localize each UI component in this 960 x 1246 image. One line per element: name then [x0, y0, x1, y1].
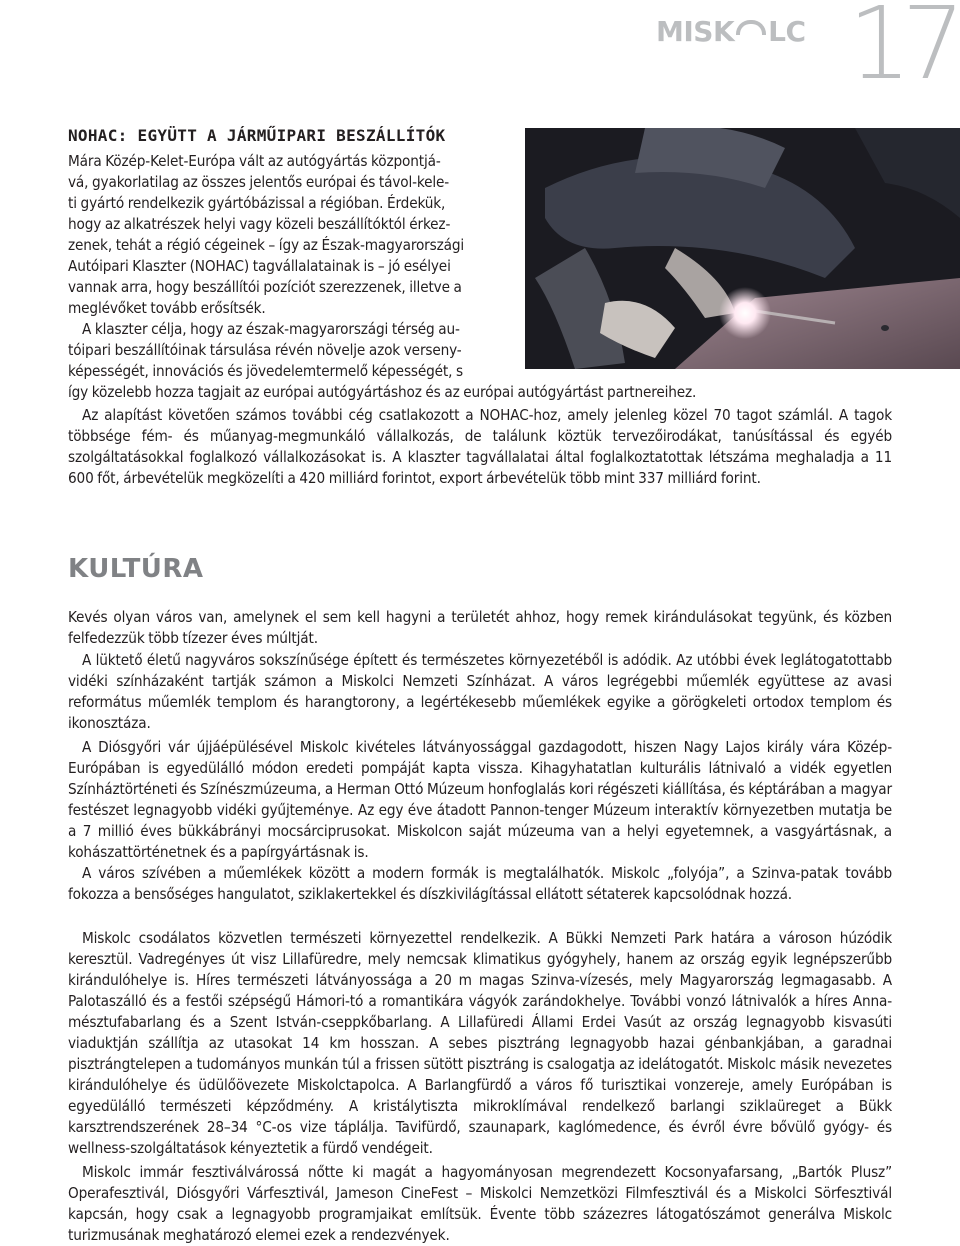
kultura-paragraph-6: Miskolc immár fesztiválvárossá nőtte ki magát a hagyományosan megrendezett Kocsonyafarsang, „Bartók Plusz” Operafesztivál, Diósgyőri Várfesztivál, Jameson CineFest – Miskolci Nemzetközi Filmfesztivál és a Miskolci Sörfesztivál kapcsán, hogy csak a legnagyobb programjaikat említsük. Évente több százezres látogatószámot generálva Miskolc turizmusának meghatározó elemei ezek a rendezvények. [68, 1163, 892, 1244]
kultura-paragraph-3: A Diósgyőri vár újjáépülésével Miskolc kivételes látványossággal gazdagodott, hiszen Nagy Lajos király vára Közép-Európában is egyedülálló módon eredeti pompáját kapta vissza. Kihagyhatatlan kulturális látnivaló a vidék egyetlen Színháztörténeti és Színészmúzeuma, a Herman Ottó Múzeum honfoglalás kori régészeti kiállítása, és képtárában a magyar festészet legnagyobb vidéki gyűjteménye. Az egy éve átadott Pannon-tenger Múzeum interaktív környezetben mutatja be a 7 millió éves bükkábrányi mocsárciprusokat. Miskolcon saját múzeuma van a helyi egyetemnek, a vasgyártásnak, a kohászattörténetnek és a papírgyártásnak is. [68, 738, 892, 861]
nohac-line-11: képességét, innovációs és jövedelemtermelő képességét, s [68, 362, 463, 380]
welder-illustration [525, 128, 960, 369]
nohac-line-2: vá, gyakorlatilag az összes jelentős európai és távol-kele- [68, 173, 450, 191]
logo-text-right: LC [768, 14, 806, 48]
nohac-line-8: meglévőket tovább erősítsék. [68, 299, 266, 317]
welder-photo [525, 128, 960, 369]
kultura-paragraph-1: Kevés olyan város van, amelynek el sem kell hagyni a területét ahhoz, hogy remek kirándulásokat tegyünk, és közben felfedezzük több tízezer éves múltját. [68, 608, 892, 647]
nohac-line-1: Mára Közép-Kelet-Európa vált az autógyártás központjá- [68, 152, 441, 170]
logo-arc-icon [736, 20, 766, 35]
nohac-column-text [68, 151, 520, 382]
kultura-paragraph-2: A lüktető életű nagyváros sokszínűsége épített és természetes környezetéből is adódik. Az utóbbi évek leglátogatottabb vidéki színházaként tartják számon a Miskolci Nemzeti Színházat. A város legrégebbi műemlék együttese az avasi református műemlék templom és harangtorony, a legértékesebb műemlékek egyike a görögkeleti ortodox templom és ikonosztáza. [68, 651, 892, 732]
nohac-line-4: hogy az alkatrészek helyi vagy közeli beszállítóktól érkez- [68, 215, 451, 233]
nohac-line-3: ti gyártó rendelkezik gyártóbázissal a régióban. Érdekük, [68, 194, 446, 212]
kultura-heading: KULTÚRA [68, 554, 204, 584]
kultura-paragraph-4: A város szívében a műemlékek között a modern formák is megtalálhatók. Miskolc „folyója”, a Szinva-patak tovább fokozza a bensőséges hangulatot, sziklakertekkel és díszkivilágítással ellátott sétaterek kapcsolódnak hozzá. [68, 864, 892, 903]
nohac-line-6: Autóipari Klaszter (NOHAC) tagvállalatainak is – jó esélyei [68, 257, 451, 275]
miskolc-logo [656, 16, 806, 46]
nohac-line-full-1: így közelebb hozza tagjait az európai autógyártáshoz és az európai autógyártást partnereihez. [68, 383, 697, 401]
kultura-paragraph-5: Miskolc csodálatos közvetlen természeti környezettel rendelkezik. A Bükki Nemzeti Park határa a városon húzódik keresztül. Vadregényes út visz Lillafüredre, mely nemcsak klimatikus gyógyhely, hanem az ország egyik legnépszerűbb kirándulóhelye is. Híres természeti látványossága a 20 m magas Szinva-vízesés, mely Magyarország legmagasabb. A Palotaszálló és a festői szépségű Hámori-tó a romantikára vágyók zarándokhelye. További vonzó látnivalók a híres Anna-mésztufabarlang és a Szent István-cseppkőbarlang. A Lillafüredi Állami Erdei Vasút az ország legnagyobb kisvasúti viaduktján szállítja az utasokat 14 km hosszan. A sebes pisztráng legnagyobb hazai génbankjában, a garadnai pisztrángtelepen a tudományos munkán túl a frissen sütött pisztráng is csalogatja az idelátogatót. Miskolc másik nevezetes kirándulóhelye és üdülőövezete Miskolctapolca. A Barlangfürdő a város fő turisztikai vonzereje, amely Európában is egyedülálló természeti képződmény. A kristálytiszta mikroklímával rendelkező barlangi sziklaüreget a Bükk karsztrendszerének 28–34 °C-os vize táplálja. Tavifürdő, szaunapark, kaglómedence, és évről évre bővülő gyógy- és wellness-szolgáltatások kényeztetik a fürdő vendégeit. [68, 929, 892, 1157]
logo-text-left: MISK [656, 14, 735, 48]
page-number: 17 [848, 0, 956, 102]
nohac-paragraph-2: Az alapítást követően számos további cég csatlakozott a NOHAC-hoz, amely jelenleg közel 70 tagot számlál. A tagok többsége fém- és műanyag-megmunkáló vállalkozás, de találunk köztük tervezőirodákat, tanúsítással és egyéb szolgáltatásokkal foglalkozó vállalkozásokat is. A klaszter tagvállalatai által foglalkoztatottak létszáma meghaladja a 11 600 főt, árbevételük megközelíti a 420 milliárd forintot, export árbevételük több mint 337 milliárd forint. [68, 406, 892, 487]
nohac-line-9: A klaszter célja, hogy az észak-magyarországi térség au- [82, 320, 460, 338]
nohac-line-5: zenek, tehát a régió cégeinek – így az Észak-magyarországi [68, 236, 465, 254]
nohac-line-10: tóipari beszállítóinak társulása révén növelje azok verseny- [68, 341, 462, 359]
nohac-line-7: vannak arra, hogy beszállítói pozíciót szerezzenek, illetve a [68, 278, 462, 296]
nohac-heading: NOHAC: EGYÜTT A JÁRMŰIPARI BESZÁLLÍTÓK [68, 126, 446, 145]
